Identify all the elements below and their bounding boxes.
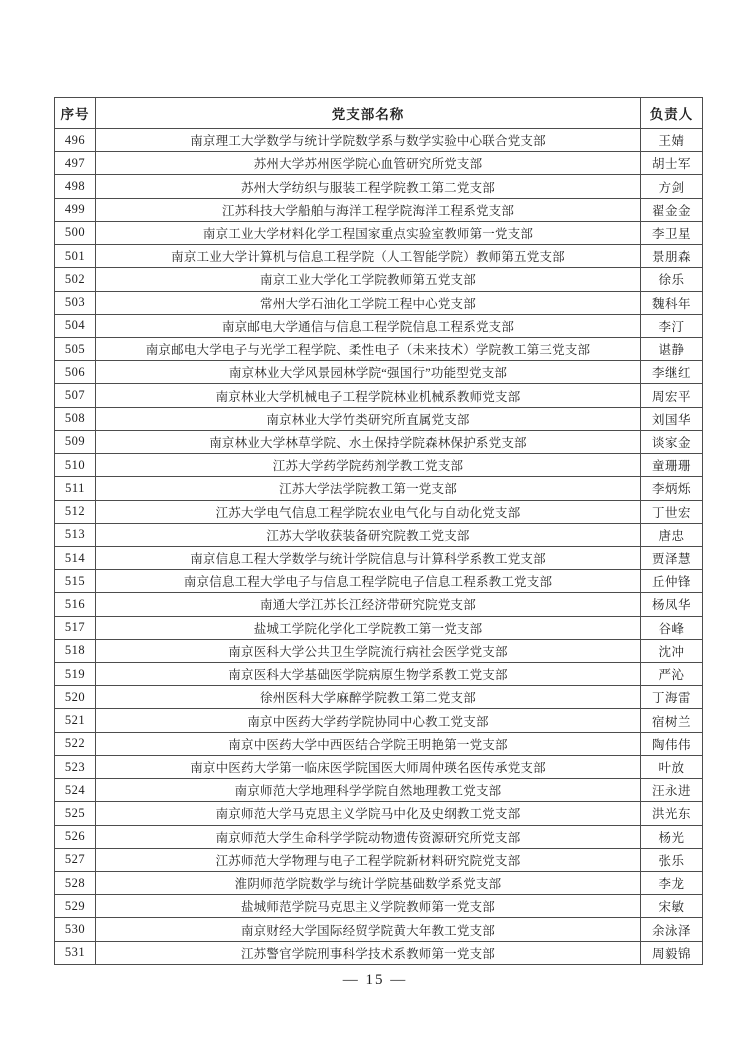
row-leader: 杨光	[641, 825, 703, 848]
row-branch-name: 南京医科大学公共卫生学院流行病社会医学党支部	[96, 639, 641, 662]
row-leader: 周毅锦	[641, 941, 703, 964]
row-leader: 谌静	[641, 337, 703, 360]
row-leader: 丁海雷	[641, 686, 703, 709]
party-branch-table	[54, 97, 703, 965]
row-leader: 洪光东	[641, 802, 703, 825]
row-branch-name: 南京林业大学机械电子工程学院林业机械系教师党支部	[96, 384, 641, 407]
row-branch-name: 南京师范大学马克思主义学院马中化及史纲教工党支部	[96, 802, 641, 825]
row-serial: 519	[55, 663, 96, 686]
row-leader: 童珊珊	[641, 454, 703, 477]
row-leader: 李炳烁	[641, 477, 703, 500]
row-serial: 525	[55, 802, 96, 825]
table-row	[55, 221, 703, 244]
row-serial: 530	[55, 918, 96, 941]
table-row	[55, 802, 703, 825]
row-serial: 526	[55, 825, 96, 848]
row-branch-name: 南京中医药大学第一临床医学院国医大师周仲瑛名医传承党支部	[96, 755, 641, 778]
row-leader: 宋敏	[641, 895, 703, 918]
row-leader: 余泳泽	[641, 918, 703, 941]
row-serial: 518	[55, 639, 96, 662]
row-branch-name: 徐州医科大学麻醉学院教工第二党支部	[96, 686, 641, 709]
row-branch-name: 盐城师范学院马克思主义学院教师第一党支部	[96, 895, 641, 918]
table-row	[55, 523, 703, 546]
row-leader: 杨凤华	[641, 593, 703, 616]
row-serial: 531	[55, 941, 96, 964]
row-branch-name: 江苏大学电气信息工程学院农业电气化与自动化党支部	[96, 500, 641, 523]
row-branch-name: 南京中医药大学中西医结合学院王明艳第一党支部	[96, 732, 641, 755]
row-branch-name: 南京工业大学计算机与信息工程学院（人工智能学院）教师第五党支部	[96, 245, 641, 268]
table-row	[55, 825, 703, 848]
row-serial: 502	[55, 268, 96, 291]
table-row	[55, 732, 703, 755]
row-branch-name: 南京医科大学基础医学院病原生物学系教工党支部	[96, 663, 641, 686]
row-leader: 王婧	[641, 129, 703, 152]
row-serial: 528	[55, 872, 96, 895]
row-leader: 宿树兰	[641, 709, 703, 732]
row-branch-name: 江苏大学收获装备研究院教工党支部	[96, 523, 641, 546]
row-leader: 李龙	[641, 872, 703, 895]
table-row	[55, 755, 703, 778]
row-serial: 522	[55, 732, 96, 755]
row-branch-name: 南京邮电大学通信与信息工程学院信息工程系党支部	[96, 314, 641, 337]
table-row	[55, 477, 703, 500]
row-leader: 徐乐	[641, 268, 703, 291]
row-leader: 丘仲锋	[641, 570, 703, 593]
row-leader: 胡士军	[641, 152, 703, 175]
row-serial: 511	[55, 477, 96, 500]
row-leader: 魏科年	[641, 291, 703, 314]
row-serial: 520	[55, 686, 96, 709]
table-row	[55, 454, 703, 477]
row-serial: 506	[55, 361, 96, 384]
row-branch-name: 江苏大学药学院药剂学教工党支部	[96, 454, 641, 477]
row-serial: 501	[55, 245, 96, 268]
row-leader: 沈冲	[641, 639, 703, 662]
table-row	[55, 500, 703, 523]
row-leader: 李汀	[641, 314, 703, 337]
row-branch-name: 苏州大学纺织与服装工程学院教工第二党支部	[96, 175, 641, 198]
table-row	[55, 291, 703, 314]
row-serial: 505	[55, 337, 96, 360]
row-serial: 513	[55, 523, 96, 546]
row-serial: 496	[55, 129, 96, 152]
row-serial: 521	[55, 709, 96, 732]
table-row	[55, 872, 703, 895]
table-row	[55, 570, 703, 593]
table-row	[55, 361, 703, 384]
row-serial: 499	[55, 198, 96, 221]
row-branch-name: 南京理工大学数学与统计学院数学系与数学实验中心联合党支部	[96, 129, 641, 152]
row-branch-name: 南京财经大学国际经贸学院黄大年教工党支部	[96, 918, 641, 941]
row-serial: 503	[55, 291, 96, 314]
row-serial: 527	[55, 848, 96, 871]
row-leader: 李卫星	[641, 221, 703, 244]
table-row	[55, 941, 703, 964]
row-branch-name: 南京邮电大学电子与光学工程学院、柔性电子（未来技术）学院教工第三党支部	[96, 337, 641, 360]
row-serial: 516	[55, 593, 96, 616]
row-serial: 529	[55, 895, 96, 918]
header-leader: 负责人	[641, 98, 703, 129]
table-row	[55, 129, 703, 152]
row-serial: 524	[55, 779, 96, 802]
row-branch-name: 南京工业大学材料化学工程国家重点实验室教师第一党支部	[96, 221, 641, 244]
row-leader: 周宏平	[641, 384, 703, 407]
row-serial: 507	[55, 384, 96, 407]
row-branch-name: 苏州大学苏州医学院心血管研究所党支部	[96, 152, 641, 175]
page-number: — 15 —	[342, 972, 408, 988]
row-serial: 517	[55, 616, 96, 639]
table-row	[55, 918, 703, 941]
row-leader: 李继红	[641, 361, 703, 384]
row-leader: 刘国华	[641, 407, 703, 430]
table-row	[55, 314, 703, 337]
table-row	[55, 384, 703, 407]
row-branch-name: 南京林业大学林草学院、水土保持学院森林保护系党支部	[96, 430, 641, 453]
row-serial: 509	[55, 430, 96, 453]
table-row	[55, 198, 703, 221]
row-leader: 景朋森	[641, 245, 703, 268]
table-row	[55, 407, 703, 430]
row-branch-name: 江苏警官学院刑事科学技术系教师第一党支部	[96, 941, 641, 964]
row-leader: 丁世宏	[641, 500, 703, 523]
table-row	[55, 430, 703, 453]
row-leader: 方剑	[641, 175, 703, 198]
row-serial: 508	[55, 407, 96, 430]
row-serial: 498	[55, 175, 96, 198]
row-leader: 汪永进	[641, 779, 703, 802]
table-header-row	[55, 98, 703, 129]
table-row	[55, 593, 703, 616]
row-serial: 514	[55, 546, 96, 569]
table-row	[55, 779, 703, 802]
row-branch-name: 江苏科技大学船舶与海洋工程学院海洋工程系党支部	[96, 198, 641, 221]
row-branch-name: 南京师范大学生命科学学院动物遗传资源研究所党支部	[96, 825, 641, 848]
table-row	[55, 709, 703, 732]
table-row	[55, 663, 703, 686]
row-leader: 张乐	[641, 848, 703, 871]
row-serial: 510	[55, 454, 96, 477]
row-branch-name: 常州大学石油化工学院工程中心党支部	[96, 291, 641, 314]
table-row	[55, 686, 703, 709]
row-branch-name: 南京工业大学化工学院教师第五党支部	[96, 268, 641, 291]
row-leader: 谈家金	[641, 430, 703, 453]
table-row	[55, 175, 703, 198]
row-serial: 512	[55, 500, 96, 523]
row-leader: 唐忠	[641, 523, 703, 546]
row-branch-name: 南京林业大学竹类研究所直属党支部	[96, 407, 641, 430]
row-branch-name: 南京林业大学风景园林学院“强国行”功能型党支部	[96, 361, 641, 384]
row-branch-name: 南京师范大学地理科学学院自然地理教工党支部	[96, 779, 641, 802]
table-row	[55, 639, 703, 662]
row-branch-name: 盐城工学院化学化工学院教工第一党支部	[96, 616, 641, 639]
row-branch-name: 江苏师范大学物理与电子工程学院新材料研究院党支部	[96, 848, 641, 871]
row-leader: 谷峰	[641, 616, 703, 639]
table-row	[55, 848, 703, 871]
table-row	[55, 546, 703, 569]
row-leader: 陶伟伟	[641, 732, 703, 755]
row-leader: 严沁	[641, 663, 703, 686]
row-branch-name: 南京信息工程大学数学与统计学院信息与计算科学系教工党支部	[96, 546, 641, 569]
table-row	[55, 245, 703, 268]
row-branch-name: 淮阴师范学院数学与统计学院基础数学系党支部	[96, 872, 641, 895]
table-row	[55, 616, 703, 639]
row-serial: 523	[55, 755, 96, 778]
table-row	[55, 152, 703, 175]
table-body	[55, 129, 703, 965]
row-leader: 叶放	[641, 755, 703, 778]
table-row	[55, 337, 703, 360]
row-serial: 500	[55, 221, 96, 244]
row-serial: 497	[55, 152, 96, 175]
row-serial: 515	[55, 570, 96, 593]
header-branch-name: 党支部名称	[96, 98, 641, 129]
row-leader: 贾泽慧	[641, 546, 703, 569]
row-branch-name: 南京信息工程大学电子与信息工程学院电子信息工程系教工党支部	[96, 570, 641, 593]
header-serial: 序号	[55, 98, 96, 129]
row-leader: 翟金金	[641, 198, 703, 221]
row-serial: 504	[55, 314, 96, 337]
row-branch-name: 南京中医药大学药学院协同中心教工党支部	[96, 709, 641, 732]
table-row	[55, 268, 703, 291]
row-branch-name: 南通大学江苏长江经济带研究院党支部	[96, 593, 641, 616]
row-branch-name: 江苏大学法学院教工第一党支部	[96, 477, 641, 500]
table-row	[55, 895, 703, 918]
